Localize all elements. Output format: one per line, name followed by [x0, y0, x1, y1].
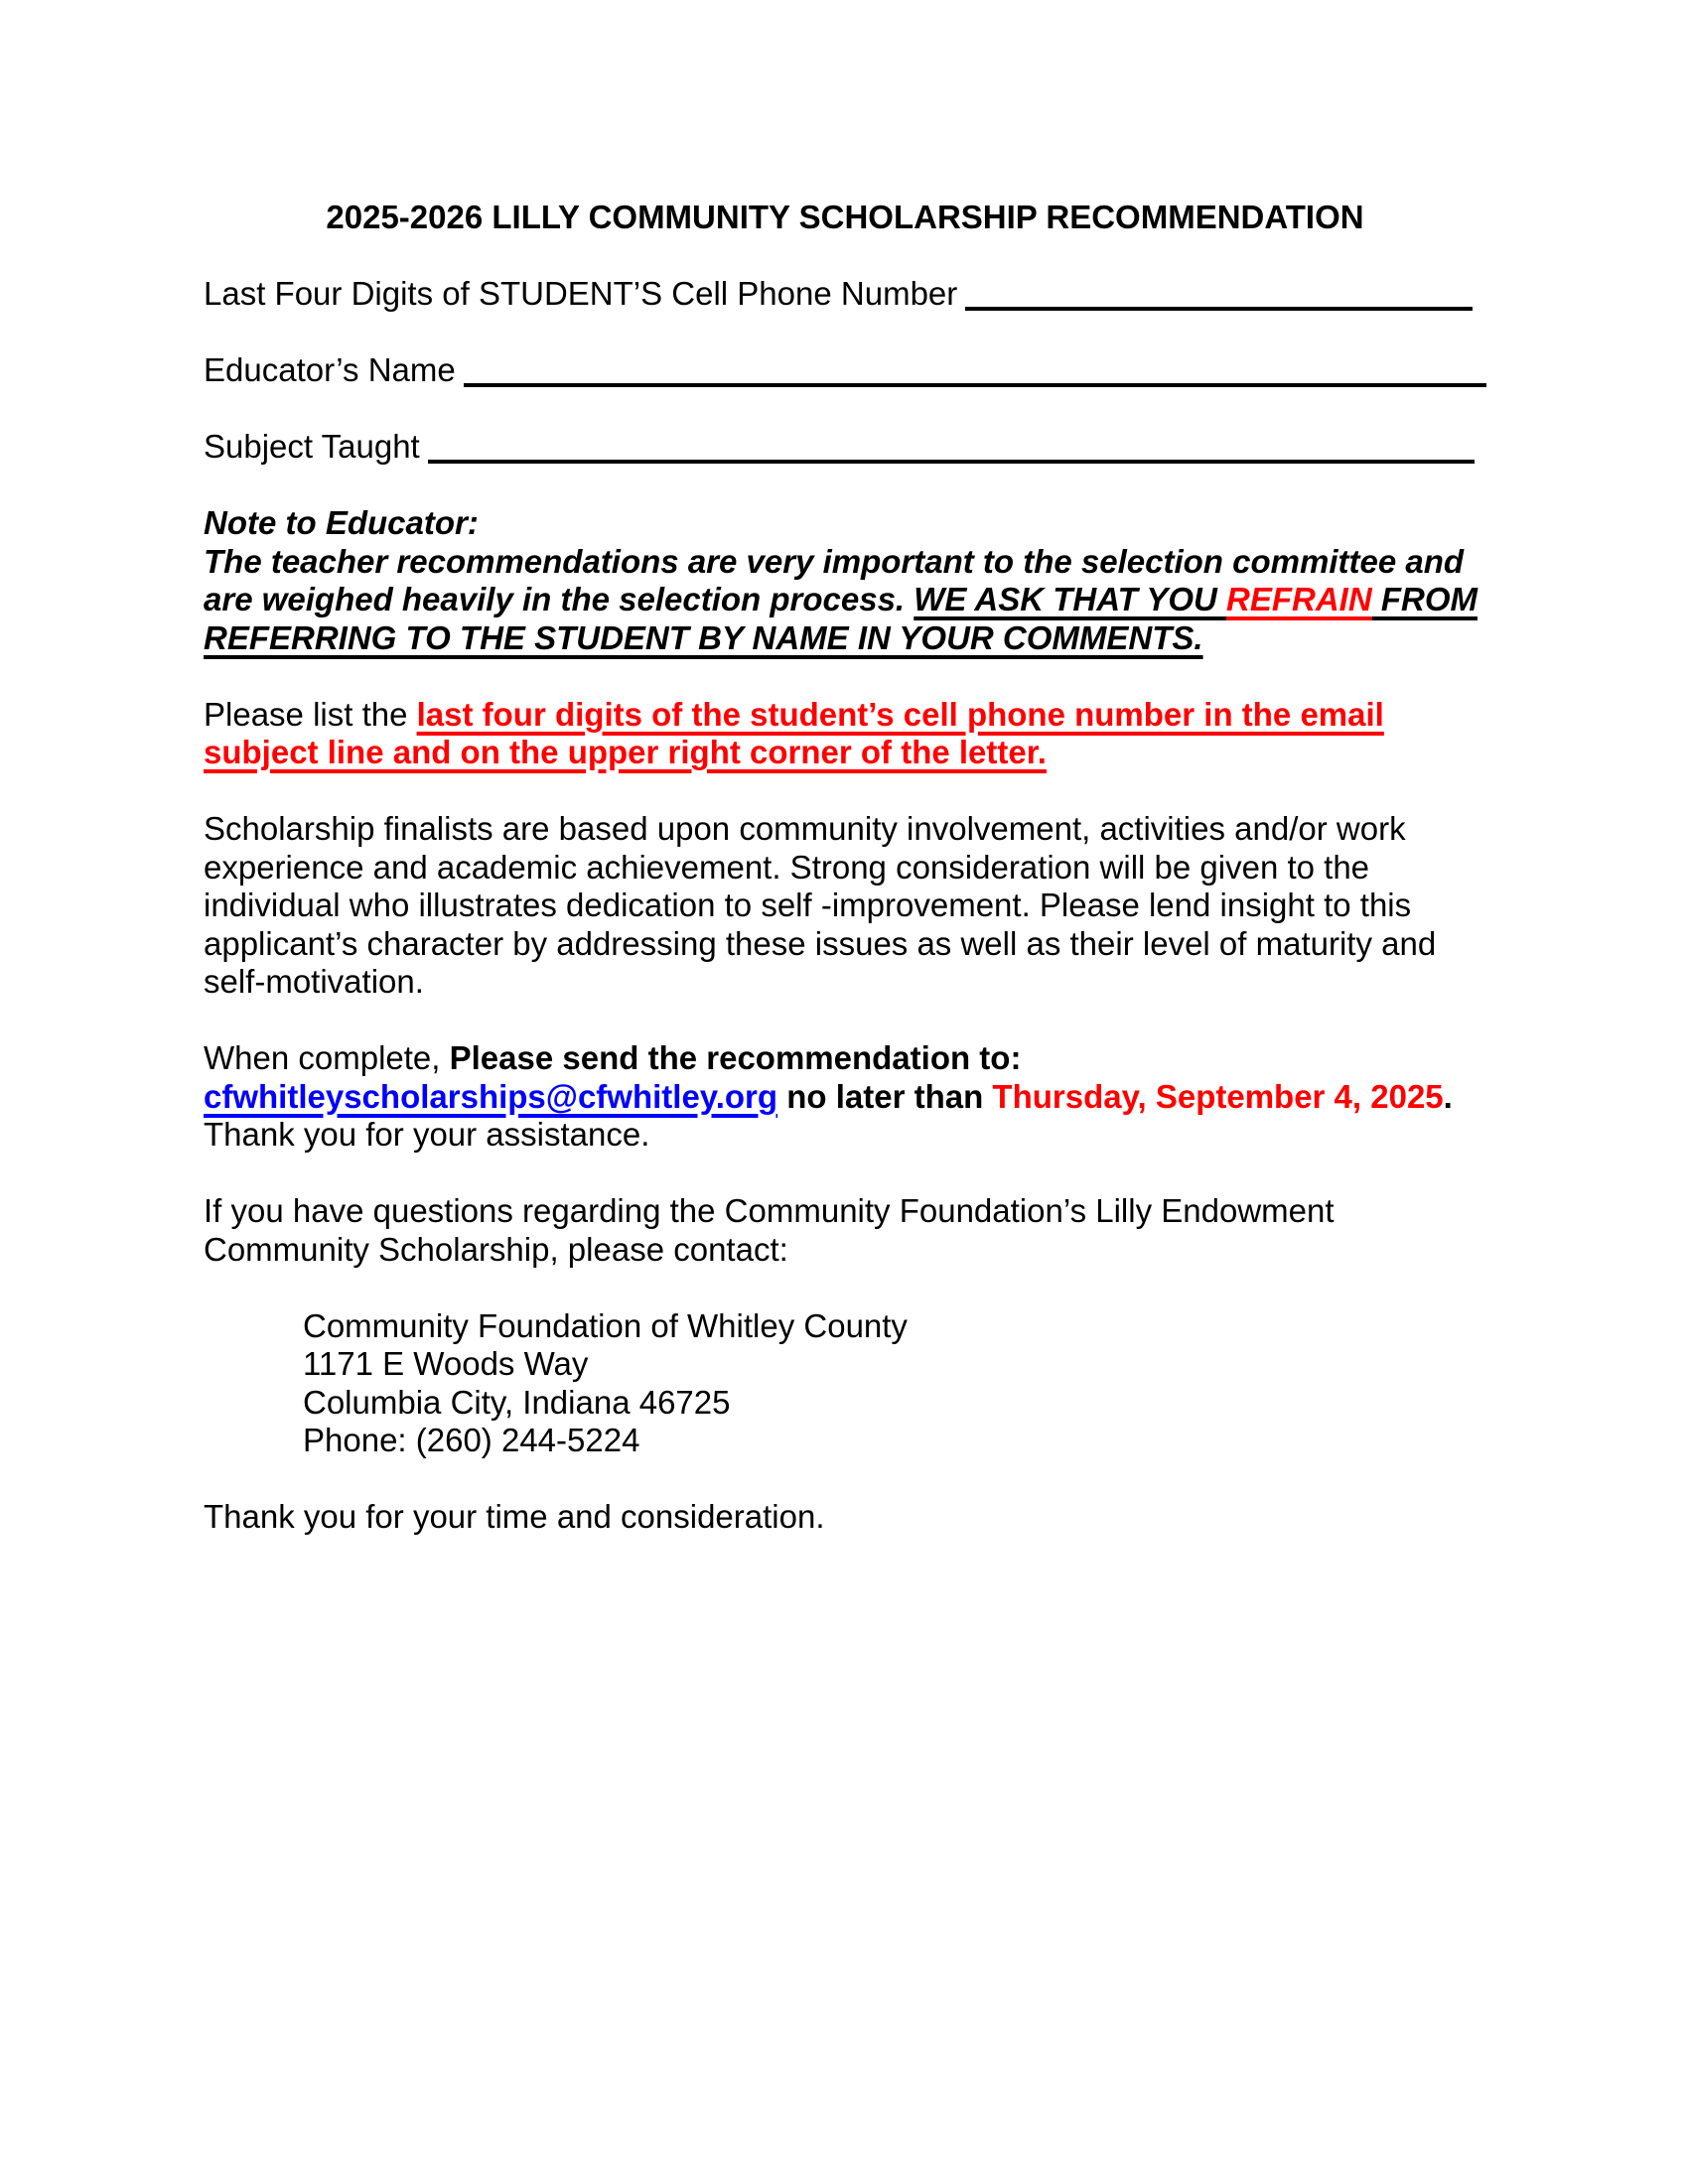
note-warning-black-2: FROM REFERRING TO THE STUDENT BY NAME IN YOUR COMMENTS.: [204, 581, 1478, 656]
please-list-instruction: last four digits of the student’s cell phone number in the email subject line and on the upper right corner of the letter.: [204, 695, 1384, 770]
note-heading: Note to Educator:: [204, 504, 479, 541]
note-warning-red: REFRAIN: [1226, 581, 1372, 617]
please-list-paragraph: [204, 696, 1486, 772]
send-paragraph: [204, 1039, 1486, 1155]
send-period: .: [1443, 1077, 1453, 1115]
educator-field-blank[interactable]: [464, 351, 1486, 387]
phone-field-blank[interactable]: [965, 275, 1473, 311]
educator-field-row: [204, 351, 1486, 390]
subject-field-row: [204, 428, 1486, 467]
subject-field-blank[interactable]: [428, 428, 1475, 464]
finalists-paragraph: Scholarship finalists are based upon community involvement, activities and/or work experience and academic achievement. Strong consideration will be given to the individual who illustrates dedication to self -improvement. Please lend insight to this applicant’s character by addressing these issues as well as their level of maturity and self-motivation.: [204, 810, 1437, 1000]
send-prefix: When complete,: [204, 1039, 450, 1076]
send-assistance-text: Thank you for your assistance.: [204, 1116, 650, 1153]
contact-block: [204, 1307, 1486, 1460]
contact-address-line1: 1171 E Woods Way: [303, 1345, 589, 1382]
contact-address-line2: Columbia City, Indiana 46725: [303, 1383, 731, 1421]
contact-phone: Phone: (260) 244-5224: [303, 1422, 640, 1458]
note-warning-black-1: WE ASK THAT YOU: [914, 581, 1227, 617]
note-to-educator: [204, 504, 1486, 657]
please-list-prefix: Please list the: [204, 695, 417, 733]
note-body: [204, 543, 1486, 658]
deadline-date: Thursday, September 4, 2025: [992, 1077, 1444, 1115]
contact-name: Community Foundation of Whitley County: [303, 1306, 908, 1344]
subject-field-label: Subject Taught: [204, 428, 420, 465]
page-title: 2025-2026 LILLY COMMUNITY SCHOLARSHIP RECOMMENDATION: [326, 199, 1364, 235]
email-link[interactable]: cfwhitleyscholarships@cfwhitley.org: [204, 1077, 778, 1115]
closing-paragraph: Thank you for your time and consideration.: [204, 1498, 825, 1535]
send-mid-text: no later than: [777, 1077, 993, 1115]
note-body-text: The teacher recommendations are very important to the selection committee and are weighed heavily in the selection process.: [204, 542, 1465, 617]
phone-field-label: Last Four Digits of STUDENT’S Cell Phone Number: [204, 275, 958, 312]
send-bold-intro: Please send the recommendation to:: [449, 1039, 1022, 1076]
educator-field-label: Educator’s Name: [204, 351, 456, 388]
questions-paragraph: If you have questions regarding the Community Foundation’s Lilly Endowment Community Scholarship, please contact:: [204, 1192, 1335, 1268]
phone-field-row: [204, 275, 1486, 314]
document-content: [204, 199, 1486, 1537]
